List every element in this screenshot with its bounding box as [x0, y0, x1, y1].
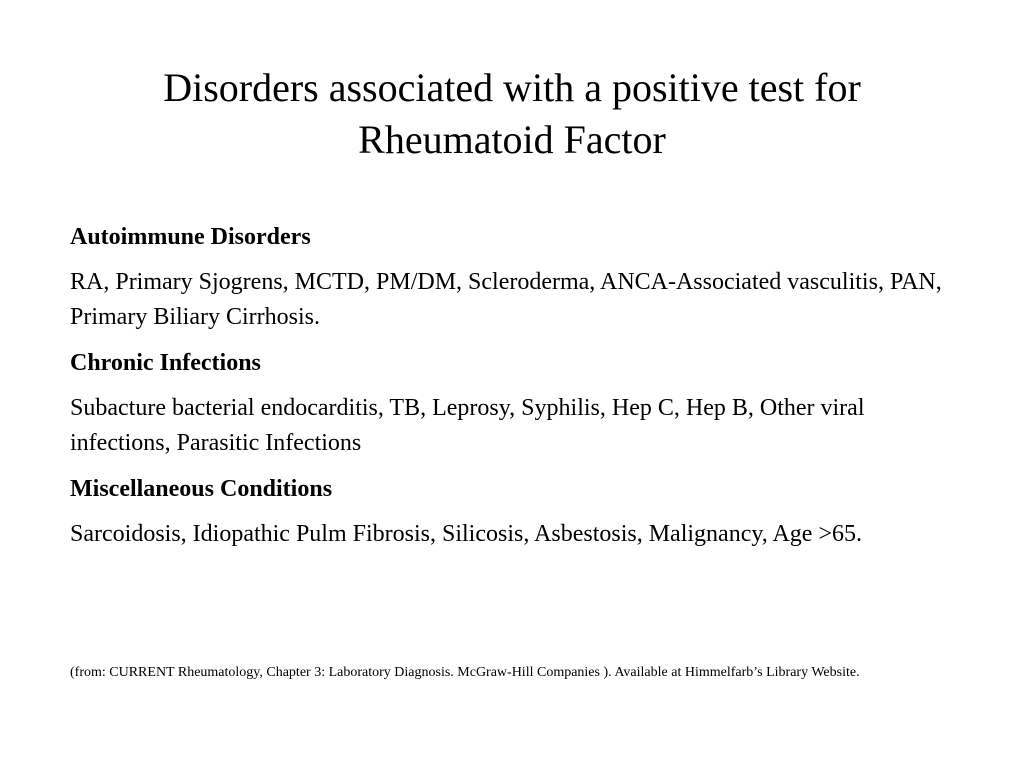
section-body: RA, Primary Sjogrens, MCTD, PM/DM, Scleroderma, ANCA-Associated vasculitis, PAN, Primary Biliary Cirrhosis. [70, 269, 942, 330]
section-heading: Miscellaneous Conditions [70, 476, 333, 502]
section-heading: Chronic Infections [70, 350, 261, 376]
section-heading: Autoimmune Disorders [70, 224, 311, 250]
section-miscellaneous [70, 472, 950, 552]
section-chronic-infections [70, 346, 950, 461]
section-autoimmune [70, 220, 950, 335]
slide-title: Disorders associated with a positive test for Rheumatoid Factor [163, 65, 861, 162]
slide-content [70, 220, 950, 563]
section-body: Subacture bacterial endocarditis, TB, Leprosy, Syphilis, Hep C, Hep B, Other viral infections, Parasitic Infections [70, 395, 865, 456]
section-body: Sarcoidosis, Idiopathic Pulm Fibrosis, Silicosis, Asbestosis, Malignancy, Age >65. [70, 521, 862, 547]
citation-footnote: (from: CURRENT Rheumatology, Chapter 3: Laboratory Diagnosis. McGraw-Hill Companies ). Available at Himmelfarb’s Library Website. [70, 665, 860, 680]
